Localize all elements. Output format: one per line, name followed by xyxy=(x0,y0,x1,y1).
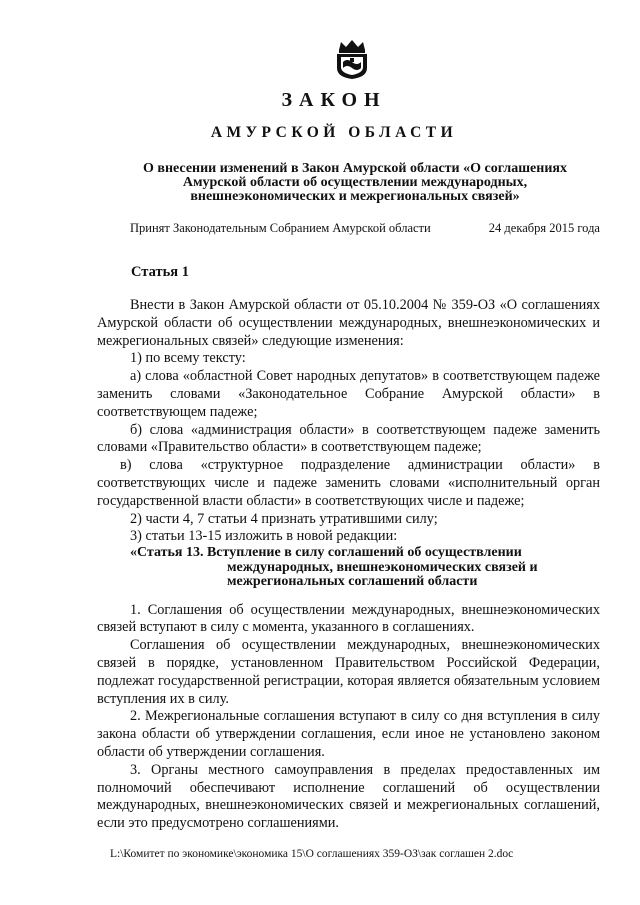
list-item-1a: а) слова «областной Совет народных депутатов» в соответствующем падеже заменить словами «Законодательное Собрание Амурской области» в соответствующем падеже; xyxy=(97,368,600,420)
list-item-1: 1) по всему тексту: xyxy=(130,350,246,367)
list-item-3: 3) статьи 13-15 изложить в новой редакции: xyxy=(130,528,398,545)
article-intro: Внести в Закон Амурской области от 05.10.2004 № 359-ОЗ «О соглашениях Амурской области об осуществлении международных, внешнеэкономических и межрегиональных связей» следующие изменения: xyxy=(97,297,600,349)
article-13-paragraph-4: 3. Органы местного самоуправления в пределах предоставленных им полномочий обеспечивают исполнение соглашений об осуществлении международных, внешнеэкономических связей и межрегиональных соглашений, если это предусмотрено соглашениями. xyxy=(97,761,600,832)
new-article-13-heading-line2: международных, внешнеэкономических связей и межрегиональных соглашений области xyxy=(227,559,538,590)
new-article-13-heading xyxy=(97,546,600,590)
article-13-paragraph-3: 2. Межрегиональные соглашения вступают в силу со дня вступления в силу закона области об утверждении соглашения, если иное не установлено законом области об утверждении соглашения. xyxy=(97,708,600,761)
list-item-2: 2) части 4, 7 статьи 4 признать утратившими силу; xyxy=(130,510,438,527)
adopted-by: Принят Законодательным Собранием Амурской области xyxy=(130,221,431,235)
region-title: АМУРСКОЙ ОБЛАСТИ xyxy=(210,124,458,141)
article-body xyxy=(97,297,600,833)
new-article-13-heading-line1: «Статья 13. Вступление в силу соглашений об осуществлении xyxy=(130,545,522,561)
file-path-footer: L:\Комитет по экономике\экономика 15\О соглашениях 359-ОЗ\зак соглашен 2.doc xyxy=(110,848,514,860)
adopted-date: 24 декабря 2015 года xyxy=(488,221,600,235)
list-item-1c: в) слова «структурное подразделение администрации области» в соответствующих числе и падеже заменить словами «исполнительный орган государственной власти области» в соответствующих числе и падеже; xyxy=(97,457,600,509)
list-item-1b: б) слова «администрация области» в соответствующем падеже заменить словами «Правительство области» в соответствующем падеже; xyxy=(97,421,600,456)
coat-of-arms-icon xyxy=(331,38,373,80)
article-13-paragraph-2: Соглашения об осуществлении международных, внешнеэкономических связей в порядке, установленном Правительством Российской Федерации, подлежат государственной регистрации, которая является обязательным условием вступления их в силу. xyxy=(97,637,600,707)
article-13-paragraph-1: 1. Соглашения об осуществлении международных, внешнеэкономических связей вступают в силу с момента, указанного в соглашениях. xyxy=(97,601,600,636)
law-name: О внесении изменений в Закон Амурской области «О соглашениях Амурской области об осуществлении международных, внешнеэкономических и межрегиональных связей» xyxy=(143,161,567,204)
adoption-info xyxy=(130,221,600,236)
document-title: ЗАКОН xyxy=(281,89,387,111)
article-1-heading: Статья 1 xyxy=(131,264,189,280)
